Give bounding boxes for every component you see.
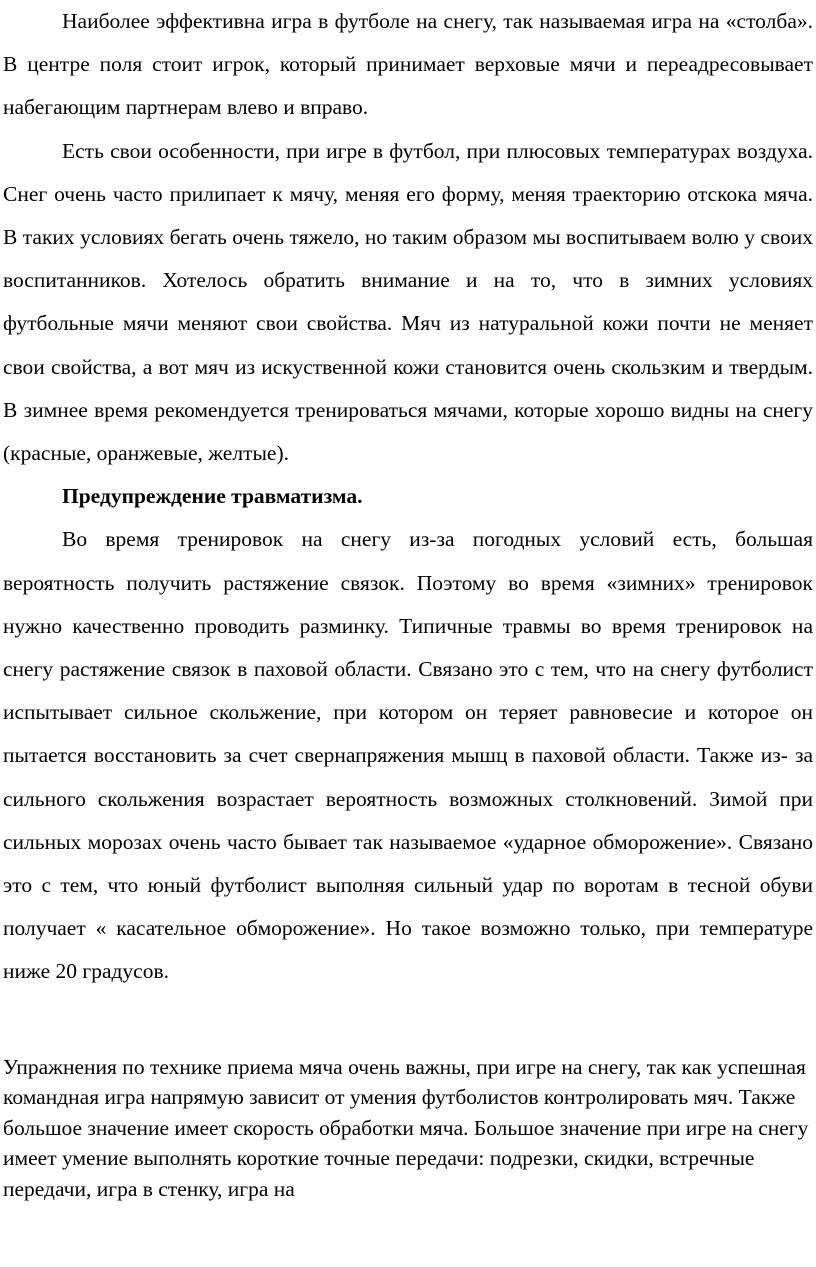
document-body bbox=[3, 0, 813, 994]
paragraph-positive-temperatures: Есть свои особенности, при игре в футбол, при плюсовых температурах воздуха. Снег очень часто прилипает к мячу, меняя его форму, меняя траекторию отскока мяча. В таких условиях бегать очень тяжело, но таким образом мы воспитываем волю у своих воспитанников. Хотелось обратить внимание и на то, что в зимних условиях футбольные мячи меняют свои свойства. Мяч из натуральной кожи почти не меняет свои свойства, а вот мяч из искуственной кожи становится очень скользким и твердым. В зимнее время рекомендуется тренироваться мячами, которые хорошо видны на снегу (красные, оранжевые, желтые). bbox=[3, 138, 813, 466]
paragraph-ball-control: Упражнения по технике приема мяча очень важны, при игре на снегу, так как успешная командная игра напрямую зависит от умения футболистов контролировать мяч. Также большое значение имеет скорость обработки мяча. Большое значение при игре на снегу имеет умение выполнять короткие точные передачи: подрезки, скидки, встречные передачи, игра в стенку, игра на bbox=[3, 1055, 809, 1201]
paragraph-injuries: Во время тренировок на снегу из-за погодных условий есть, большая вероятность получить растяжение связок. Поэтому во время «зимних» тренировок нужно качественно проводить разминку. Типичные травмы во время тренировок на снегу растяжение связок в паховой области. Связано это с тем, что на снегу футболист испытывает сильное скольжение, при котором он теряет равновесие и которое он пытается восстановить за счет свернапряжения мышц в паховой области. Также из- за сильного скольжения возрастает вероятность возможных столкновений. Зимой при сильных морозах очень часто бывает так называемое «ударное обморожение». Связано это с тем, что юный футболист выполняя сильный удар по воротам в тесной обуви получает « касательное обморожение». Но такое возможно только, при температуре ниже 20 градусов. bbox=[3, 527, 813, 984]
section-heading-injury-prevention: Предупреждение травматизма. bbox=[62, 484, 363, 509]
paragraph-stolba-play: Наиболее эффективна игра в футболе на снегу, так называемая игра на «столба». В центре поля стоит игрок, который принимает верховые мячи и переадресовывает набегающим партнерам влево и вправо. bbox=[3, 9, 813, 120]
